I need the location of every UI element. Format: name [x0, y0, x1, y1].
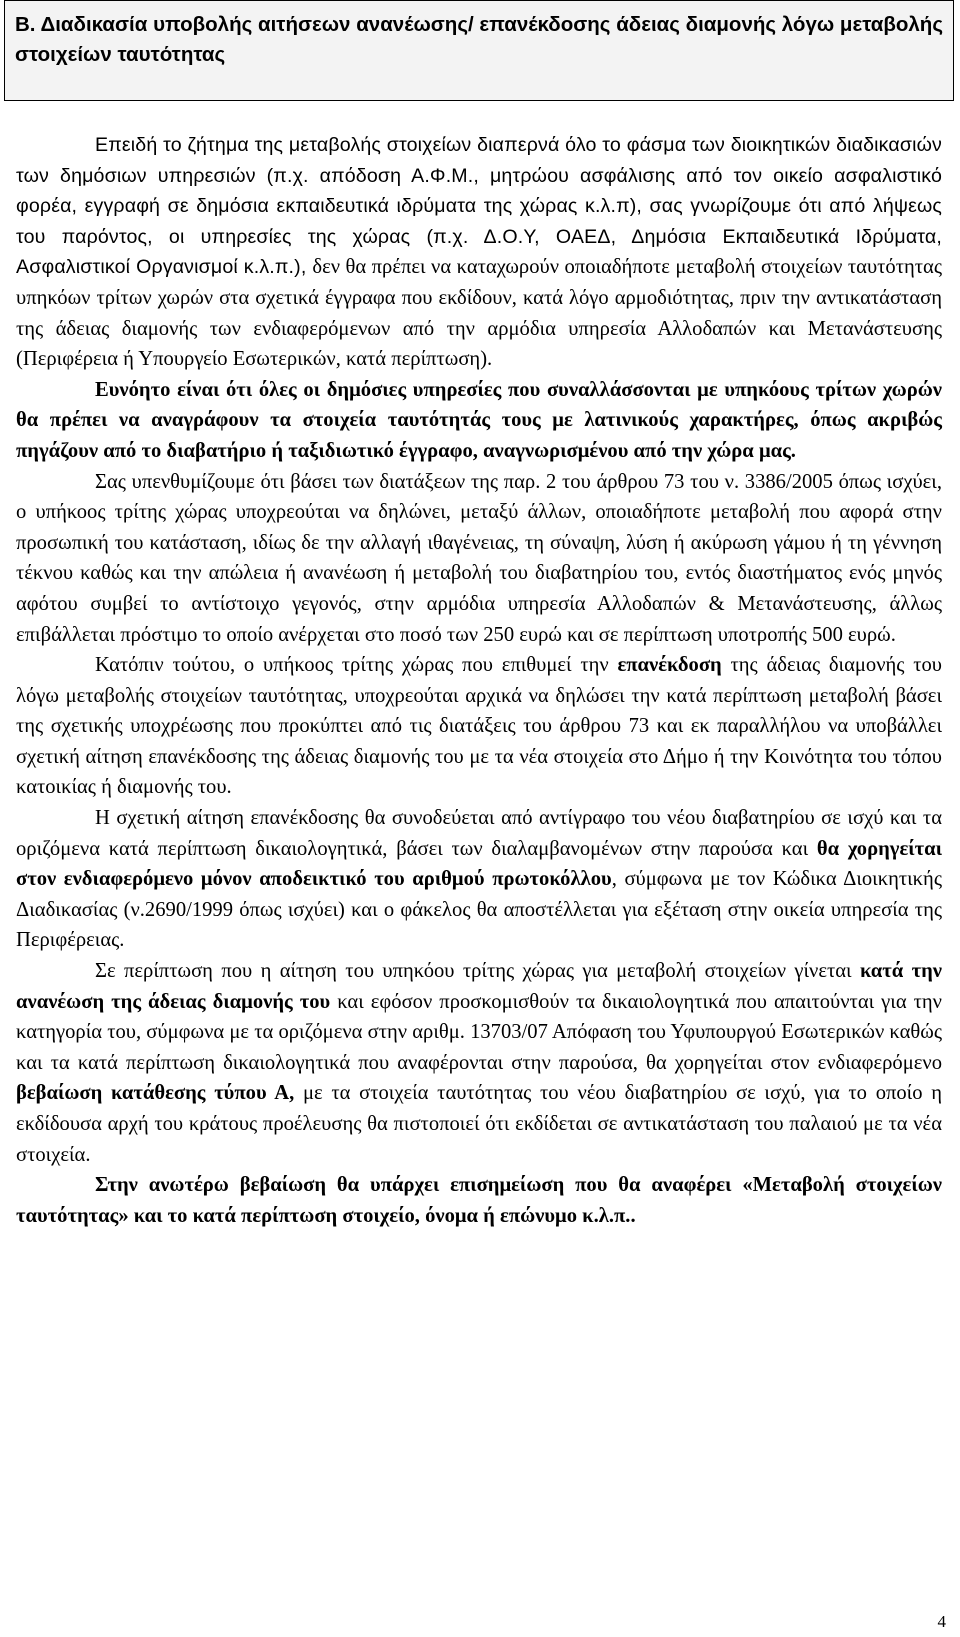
text-run: με τα στοιχεία ταυτότητας του νέου διαβατηρίου σε ισχύ, για το οποίο η εκδίδουσα αρχή του κράτους προέλευσης θα πιστοποιεί ότι εκδίδεται σε αντικατάσταση του παλαιού με τα νέα στοιχεία.	[16, 1082, 942, 1166]
paragraph	[16, 375, 942, 467]
bold-text: επανέκδοση	[617, 654, 722, 677]
paragraph	[16, 650, 942, 803]
text-run: , σύμφωνα με τον Κώδικα Διοικητικής Διαδικασίας (ν.2690/1999 όπως ισχύει) και ο φάκελος θα αποστέλλεται για εξέταση στην οικεία υπηρεσία της Περιφέρειας.	[16, 868, 942, 952]
text-run: Η σχετική αίτηση επανέκδοσης θα συνοδεύεται από αντίγραφο του νέου διαβατηρίου σε ισχύ και τα οριζόμενα κατά περίπτωση δικαιολογητικά, βάσει των διαλαμβανομένων στην παρούσα και	[16, 807, 942, 860]
paragraph	[16, 130, 942, 375]
page-number: 4	[937, 1612, 946, 1631]
section-heading: Β. Διαδικασία υποβολής αιτήσεων ανανέωσης/ επανέκδοσης άδειας διαμονής λόγω μεταβολής στοιχείων ταυτότητας	[15, 13, 943, 66]
text-run: Σε περίπτωση που η αίτηση του υπηκόου τρίτης χώρας για μεταβολή στοιχείων γίνεται	[95, 960, 860, 983]
section-heading-box	[4, 0, 954, 101]
text-run: δεν θα πρέπει να καταχωρούν οποιαδήποτε μεταβολή στοιχείων ταυτότητας υπηκόων τρίτων χωρών στα σχετικά έγγραφα που εκδίδουν, κατά λόγο αρμοδιότητας, πριν την αντικατάσταση της άδειας διαμονής των ενδιαφερόμενων από την αρμόδια υπηρεσία Αλλοδαπών και Μετανάστευσης (Περιφέρεια ή Υπουργείο Εσωτερικών, κατά περίπτωση).	[16, 256, 942, 371]
bold-text: κατά την ανανέωση της άδειας διαμονής του	[16, 960, 943, 1013]
text-run: Σας υπενθυμίζουμε ότι βάσει των διατάξεων της παρ. 2 του άρθρου 73 του ν. 3386/2005 όπως ισχύει, ο υπήκοος τρίτης χώρας υποχρεούται να δηλώνει, μεταξύ άλλων, οποιαδήποτε μεταβολή που αφορά στην προσωπική του κατάσταση, ιδίως δε την αλλαγή ιθαγένειας, τη σύναψη, λύση ή ακύρωση γάμου ή τη γέννηση τέκνου καθώς και την απώλεια ή ανανέωση ή μεταβολή του διαβατηρίου του, εντός διαστήματος ενός μηνός αφότου συμβεί το αντίστοιχο γεγονός, στην αρμόδια υπηρεσία Αλλοδαπών & Μετανάστευσης, άλλως επιβάλλεται πρόστιμο το οποίο ανέρχεται στο ποσό των 250 ευρώ και σε περίπτωση υποτροπής 500 ευρώ.	[16, 470, 942, 646]
paragraph	[16, 956, 942, 1170]
text-run: και εφόσον προσκομισθούν τα δικαιολογητικά που απαιτούνται για την κατηγορία του, σύμφωνα με τα οριζόμενα στην αριθμ. 13703/07 Απόφαση του Υφυπουργού Εσωτερικών καθώς και τα κατά περίπτωση δικαιολογητικά που αναφέρονται στην παρούσα, θα χορηγείται στον ενδιαφερόμενο	[16, 990, 942, 1074]
bold-text: θα χορηγείται στον ενδιαφερόμενο μόνον αποδεικτικό του αριθμού πρωτοκόλλου	[16, 837, 942, 891]
paragraph	[16, 1170, 942, 1231]
bold-text: Στην ανωτέρω βεβαίωση θα υπάρχει επισημείωση που θα αναφέρει «Μεταβολή στοιχείων ταυτότητας» και το κατά περίπτωση στοιχείο, όνομα ή επώνυμο κ.λ.π..	[16, 1174, 942, 1227]
paragraph	[16, 467, 942, 651]
document-body	[16, 130, 942, 1231]
bold-text: Ευνόητο είναι ότι όλες οι δημόσιες υπηρεσίες που συναλλάσσονται με υπηκόους τρίτων χωρών θα πρέπει να αναγράφουν τα στοιχεία ταυτότητάς τους με λατινικούς χαρακτήρες, όπως ακριβώς πηγάζουν από το διαβατήριο ή ταξιδιωτικό έγγραφο, αναγνωρισμένου από την χώρα μας.	[16, 378, 942, 462]
bold-text: βεβαίωση κατάθεσης τύπου Α,	[16, 1082, 295, 1105]
paragraph	[16, 803, 942, 956]
text-run: Κατόπιν τούτου, ο υπήκοος τρίτης χώρας που επιθυμεί την	[95, 654, 618, 677]
text-run: της άδειας διαμονής του λόγω μεταβολής στοιχείων ταυτότητας, υποχρεούται αρχικά να δηλώσει την κατά περίπτωση μεταβολή βάσει της σχετικής υποχρέωσης που προκύπτει από τις διατάξεις του άρθρου 73 και εκ παραλλήλου να υποβάλλει σχετική αίτηση επανέκδοσης της άδειας διαμονής του με τα νέα στοιχεία στο Δήμο ή την Κοινότητα του τόπου κατοικίας ή διαμονής του.	[16, 654, 942, 799]
text-run: Επειδή το ζήτημα της μεταβολής στοιχείων διαπερνά όλο το φάσμα των διοικητικών διαδικασιών των δημόσιων υπηρεσιών (π.χ. απόδοση Α.Φ.Μ., μητρώου ασφάλισης από τον οικείο ασφαλιστικό φορέα, εγγραφή σε δημόσια εκπαιδευτικά ιδρύματα της χώρας κ.λ.π), σας γνωρίζουμε ότι από λήψεως του παρόντος, οι υπηρεσίες της χώρας (π.χ. Δ.Ο.Υ, ΟΑΕΔ, Δημόσια Εκπαιδευτικά Ιδρύματα, Ασφαλιστικοί Οργανισμοί κ.λ.π.),	[16, 134, 942, 279]
